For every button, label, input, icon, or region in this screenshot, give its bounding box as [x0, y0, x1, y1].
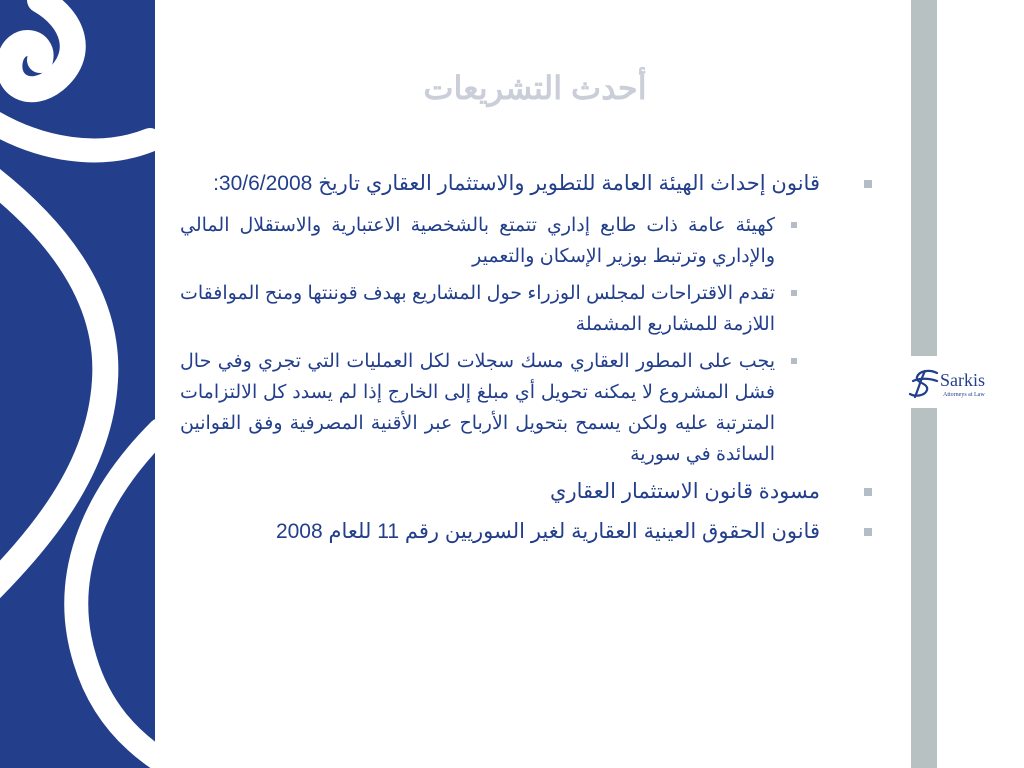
bullet-list	[180, 168, 880, 556]
list-item	[180, 346, 775, 470]
list-item-text: يجب على المطور العقاري مسك سجلات لكل العمليات التي تجري وفي حال فشل المشروع لا يمكنه تحويل أي مبلغ إلى الخارج إذا لم يسدد كل الالتزامات المترتبة عليه ولكن يسمح بتحويل الأرباح عبر الأقنية المصرفية وفق القوانين السائدة في سورية	[180, 351, 775, 465]
square-bullet-icon	[864, 180, 872, 188]
sarkis-emblem-icon	[907, 367, 941, 399]
square-bullet-icon	[864, 488, 872, 496]
list-item	[180, 476, 820, 508]
swirl-ornament	[0, 0, 155, 768]
square-bullet-icon	[791, 222, 797, 228]
list-item	[180, 278, 775, 340]
list-item-text: قانون الحقوق العينية العقارية لغير السوريين رقم 11 للعام 2008	[275, 520, 820, 543]
company-logo	[903, 356, 1013, 408]
list-item	[180, 210, 775, 272]
logo-tagline: Attorneys at Law	[943, 392, 985, 398]
list-item	[180, 516, 820, 548]
list-item-text: تقدم الاقتراحات لمجلس الوزراء حول المشاريع بهدف قوننتها ومنح الموافقات اللازمة للمشاريع المشملة	[180, 283, 775, 335]
square-bullet-icon	[791, 358, 797, 364]
square-bullet-icon	[864, 528, 872, 536]
decorative-left-panel	[0, 0, 155, 768]
logo-name: Sarkis	[940, 370, 985, 390]
square-bullet-icon	[791, 290, 797, 296]
list-item	[180, 168, 820, 200]
list-item-text: كهيئة عامة ذات طابع إداري تتمتع بالشخصية الاعتبارية والاستقلال المالي والإداري وترتبط بوزير الإسكان والتعمير	[180, 215, 775, 267]
slide-title: أحدث التشريعات	[423, 70, 647, 106]
list-item-text: مسودة قانون الاستثمار العقاري	[550, 480, 820, 503]
list-item-text: قانون إحداث الهيئة العامة للتطوير والاستثمار العقاري تاريخ 30/6/2008:	[213, 172, 820, 195]
